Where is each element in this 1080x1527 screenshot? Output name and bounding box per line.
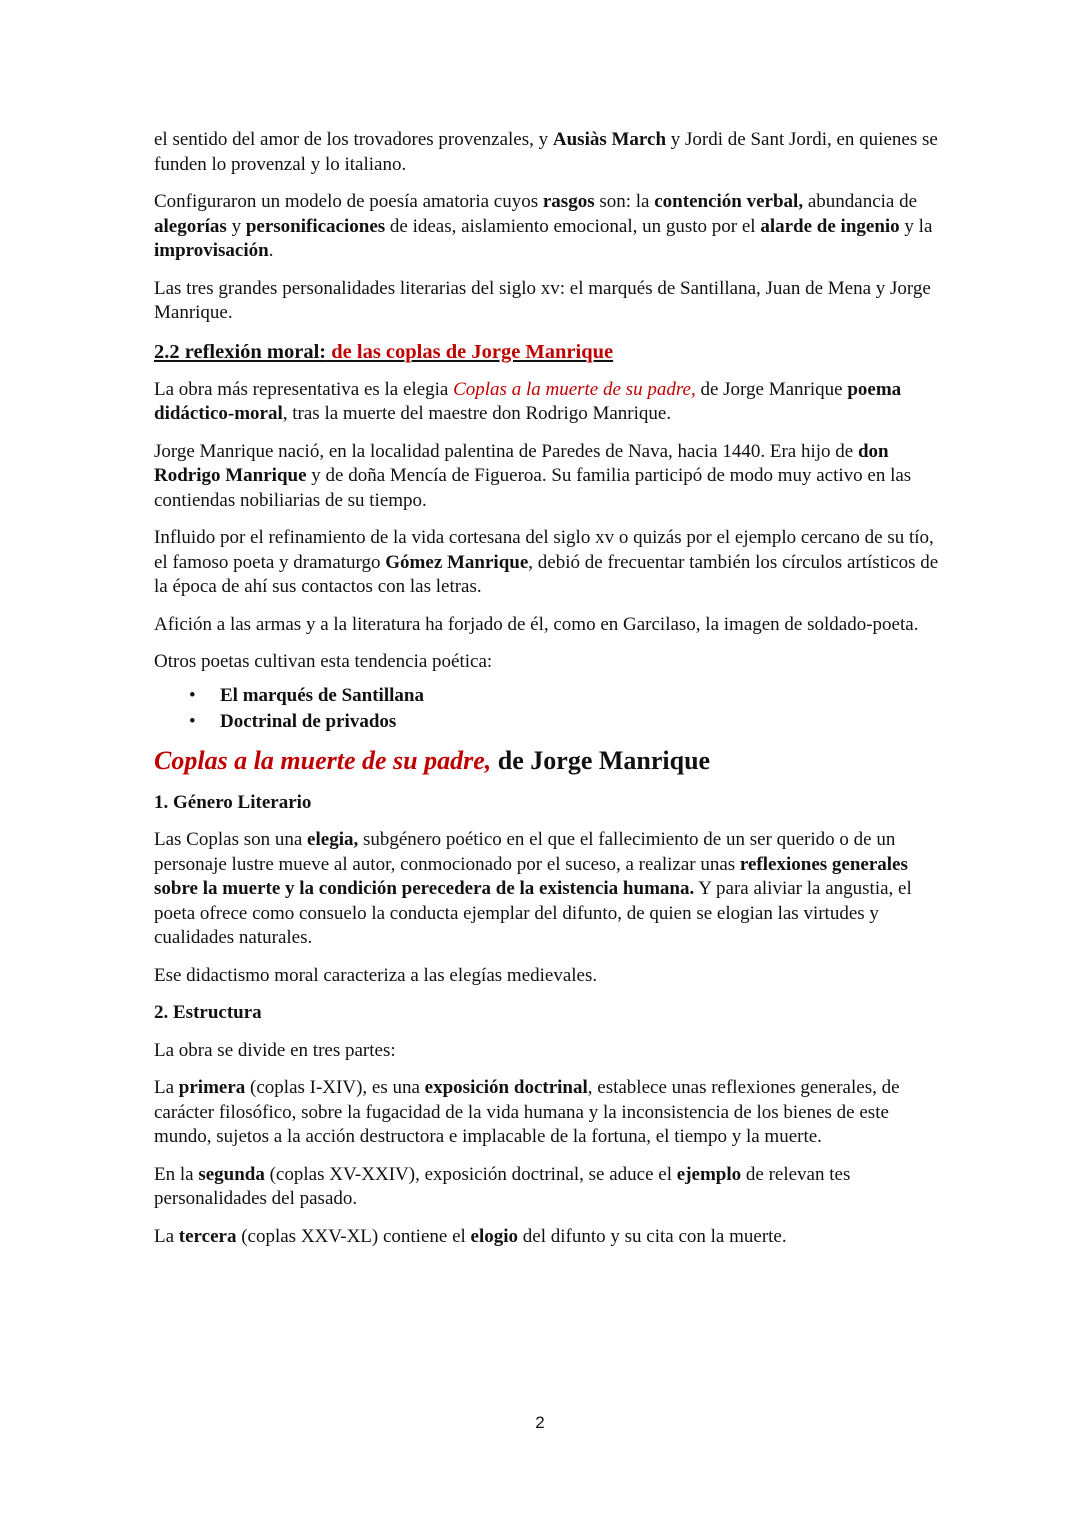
subheading-genero-literario: 1. Género Literario xyxy=(154,791,312,813)
paragraph-personalidades: Las tres grandes personalidades literarias del siglo xv: el marqués de Santillana, Juan de Mena y Jorge Manrique. xyxy=(154,277,931,323)
paragraph-primera: La primera (coplas I-XIV), es una exposición doctrinal, establece unas reflexiones generales, de carácter filosófico, sobre la fugacidad de la vida humana y la inconsistencia de los bienes de este mundo, sujetos a la acción destructora e implacable de la fortuna, el tiempo y la muerte. xyxy=(154,1077,900,1147)
paragraph-segunda: En la segunda (coplas XV-XXIV), exposición doctrinal, se aduce el ejemplo de relevan tes personalidades del pasado. xyxy=(154,1163,851,1209)
title-coplas: Coplas a la muerte de su padre, de Jorge Manrique xyxy=(154,745,711,775)
paragraph-influencia: Influido por el refinamiento de la vida cortesana del siglo xv o quizás por el ejemplo cercano de su tío, el famoso poeta y dramaturgo Gómez Manrique, debió de frecuentar también los círculos artísticos de la época de ahí sus contactos con las letras. xyxy=(154,527,939,597)
bullet-list xyxy=(154,683,944,735)
paragraph-otros-poetas: Otros poetas cultivan esta tendencia poética: xyxy=(154,651,493,672)
paragraph-didactismo: Ese didactismo moral caracteriza a las elegías medievales. xyxy=(154,964,598,986)
list-item: • El marqués de Santillana xyxy=(220,683,944,709)
page-number: 2 xyxy=(535,1413,545,1432)
list-item: • Doctrinal de privados xyxy=(220,709,944,735)
section-heading-reflexion-moral: 2.2 reflexión moral: de las coplas de Jorge Manrique xyxy=(154,340,614,363)
paragraph-rasgos: Configuraron un modelo de poesía amatoria cuyos rasgos son: la contención verbal, abundancia de alegorías y personificaciones de ideas, aislamiento emocional, un gusto por el alarde de ingenio y la improvisación. xyxy=(154,191,933,261)
paragraph-biografia: Jorge Manrique nació, en la localidad palentina de Paredes de Nava, hacia 1440. Era hijo de don Rodrigo Manrique y de doña Mencía de Figueroa. Su familia participó de modo muy activo en las contiendas nobiliarias de su tiempo. xyxy=(154,440,912,511)
paragraph-soldado-poeta: Afición a las armas y a la literatura ha forjado de él, como en Garcilaso, la imagen de soldado-poeta. xyxy=(154,613,919,635)
paragraph-tercera: La tercera (coplas XXV-XL) contiene el elogio del difunto y su cita con la muerte. xyxy=(154,1225,787,1247)
paragraph-trovadores: el sentido del amor de los trovadores provenzales, y Ausiàs March y Jordi de Sant Jordi, en quienes se funden lo provenzal y lo italiano. xyxy=(154,129,938,175)
paragraph-tres-partes: La obra se divide en tres partes: xyxy=(154,1039,396,1061)
document-page xyxy=(154,128,944,1262)
paragraph-elegia: Las Coplas son una elegia, subgénero poético en el que el fallecimiento de un ser querido o de un personaje lustre mueve al autor, conmocionado por el suceso, a realizar unas reflexiones generales sobre la muerte y la condición perecedera de la existencia humana. Y para aliviar la angustia, el poeta ofrece como consuelo la conducta ejemplar del difunto, de quien se elogian las virtudes y cualidades naturales. xyxy=(154,829,912,948)
subheading-estructura: 2. Estructura xyxy=(154,1002,262,1023)
paragraph-obra-representativa: La obra más representativa es la elegia Coplas a la muerte de su padre, de Jorge Manrique poema didáctico-moral, tras la muerte del maestre don Rodrigo Manrique. xyxy=(154,378,902,424)
